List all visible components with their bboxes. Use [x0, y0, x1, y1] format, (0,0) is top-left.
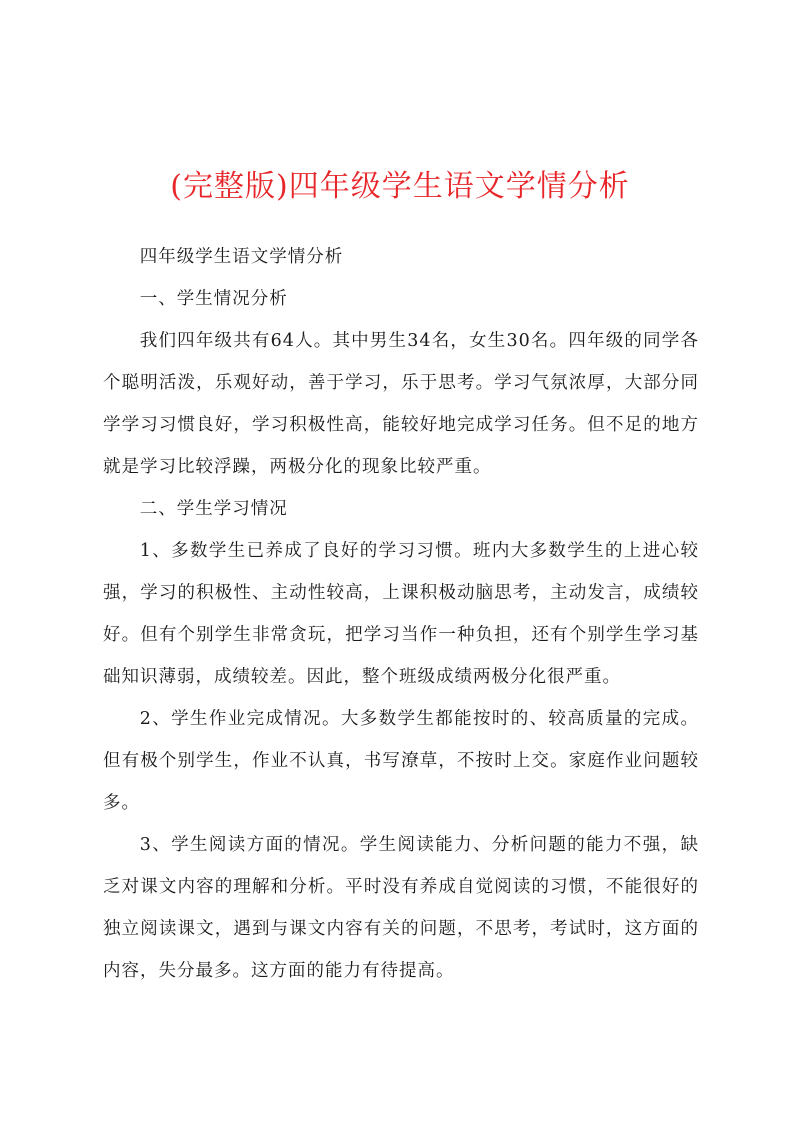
document-body: [103, 236, 699, 992]
section-heading-2: 二、学生学习情况: [139, 499, 288, 519]
document-title: (完整版)四年级学生语文学情分析: [170, 169, 630, 204]
section-heading-1: 一、学生情况分析: [139, 289, 288, 309]
body-paragraph: 1、多数学生已养成了良好的学习习惯。班内大多数学生的上进心较强，学习的积极性、主动性较高，上课积极动脑思考，主动发言，成绩较好。但有个别学生非常贪玩，把学习当作一种负担，还有个别学生学习基础知识薄弱，成绩较差。因此，整个班级成绩两极分化很严重。: [103, 541, 699, 687]
body-paragraph: 我们四年级共有64人。其中男生34名，女生30名。四年级的同学各个聪明活泼，乐观好动，善于学习，乐于思考。学习气氛浓厚，大部分同学学习习惯良好，学习积极性高，能较好地完成学习任务。但不足的地方就是学习比较浮躁，两极分化的现象比较严重。: [103, 331, 699, 477]
body-paragraph: 2、学生作业完成情况。大多数学生都能按时的、较高质量的完成。但有极个别学生，作业不认真，书写潦草，不按时上交。家庭作业问题较多。: [103, 709, 699, 813]
subtitle-paragraph: 四年级学生语文学情分析: [139, 247, 344, 267]
body-paragraph: 3、学生阅读方面的情况。学生阅读能力、分析问题的能力不强，缺乏对课文内容的理解和分析。平时没有养成自觉阅读的习惯，不能很好的独立阅读课文，遇到与课文内容有关的问题，不思考，考试时，这方面的内容，失分最多。这方面的能力有待提高。: [103, 835, 699, 981]
